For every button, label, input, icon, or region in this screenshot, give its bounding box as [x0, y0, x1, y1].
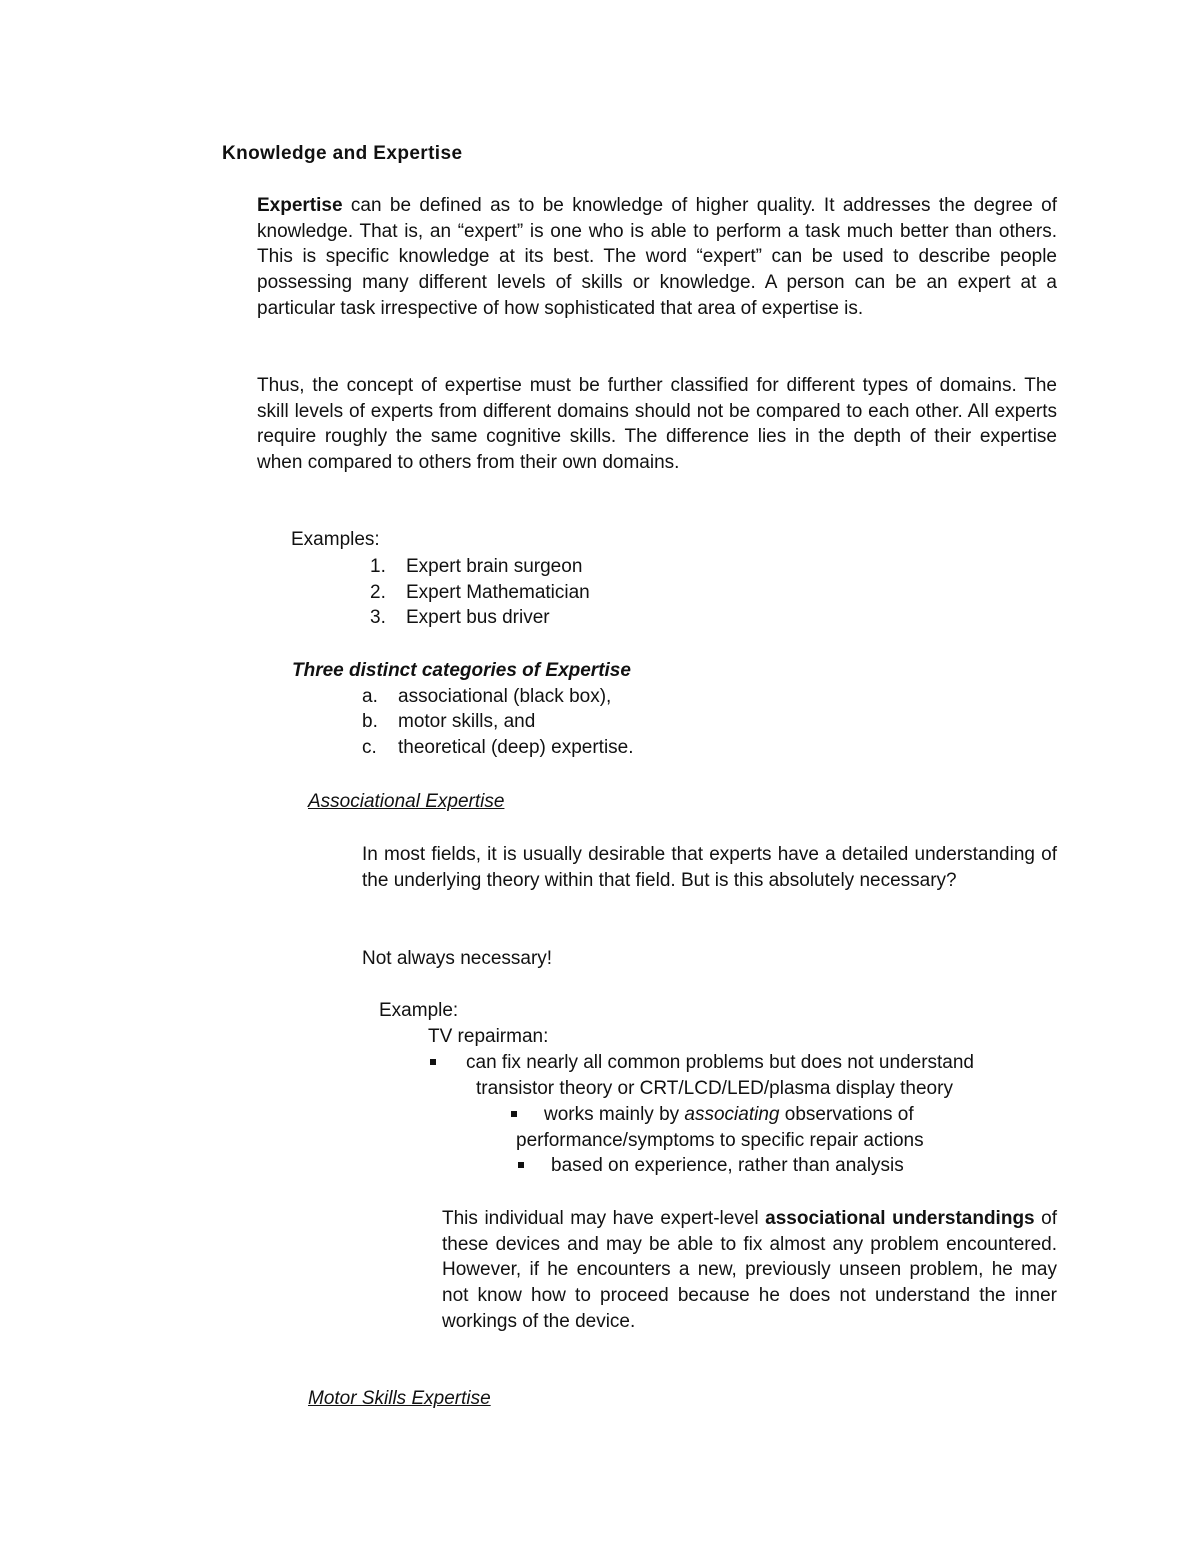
examples-label: Examples:: [291, 529, 380, 550]
intro-text: can be defined as to be knowledge of higher quality. It addresses the degree of knowledge. That is, an “expert” is one who is able to perform a task much better than others. This is specific knowledge at its best. The word “expert” can be used to describe people possessing many different levels of skills or knowledge. A person can be an expert at a particular task irrespective of how sophisticated that area of expertise is.: [257, 195, 1057, 319]
categories-heading: Three distinct categories of Expertise: [292, 660, 631, 681]
square-bullet-icon: [430, 1059, 436, 1065]
list-item-text: performance/symptoms to specific repair actions: [516, 1130, 924, 1151]
list-item-letter: a.: [362, 686, 378, 707]
list-item-text-part: works mainly by: [544, 1104, 685, 1125]
list-item-text: Expert brain surgeon: [406, 556, 583, 577]
intro-paragraph: [257, 193, 1057, 322]
list-item-text: [544, 1102, 914, 1128]
list-item-text: theoretical (deep) expertise.: [398, 737, 634, 758]
conclusion-bold: associational understandings: [765, 1208, 1035, 1229]
associational-heading: Associational Expertise: [308, 791, 505, 812]
conclusion-text: of these devices and may be able to fix almost any problem encountered. However, if he encounters a new, previously unseen problem, he may not know how to proceed because he does not understand the inner workings of the device.: [442, 1208, 1058, 1332]
answer-text: Not always necessary!: [362, 948, 553, 969]
tv-repairman-label: TV repairman:: [428, 1026, 549, 1047]
example-label: Example:: [379, 1000, 459, 1021]
list-item-number: 3.: [370, 607, 386, 628]
motor-skills-heading: Motor Skills Expertise: [308, 1388, 491, 1409]
list-item-number: 1.: [370, 556, 386, 577]
list-item-text: motor skills, and: [398, 711, 536, 732]
associational-paragraph: In most fields, it is usually desirable that experts have a detailed understanding of the underlying theory within that field. But is this absolutely necessary?: [362, 844, 1057, 891]
conclusion-paragraph: [442, 1206, 1057, 1335]
intro-term: Expertise: [257, 195, 343, 216]
list-item-text: associational (black box),: [398, 686, 612, 707]
list-item-number: 2.: [370, 582, 386, 603]
list-item-letter: c.: [362, 737, 377, 758]
conclusion-text: This individual may have expert-level: [442, 1208, 766, 1229]
list-item-text: based on experience, rather than analysis: [551, 1155, 904, 1176]
list-item-letter: b.: [362, 711, 378, 732]
list-item-text: transistor theory or CRT/LCD/LED/plasma display theory: [476, 1078, 953, 1099]
emphasis-text: associating: [684, 1104, 780, 1125]
square-bullet-icon: [518, 1162, 524, 1168]
page-title: Knowledge and Expertise: [222, 143, 463, 164]
list-item-text: Expert bus driver: [406, 607, 550, 628]
list-item-text: can fix nearly all common problems but does not understand: [466, 1052, 974, 1073]
list-item-text: Expert Mathematician: [406, 582, 590, 603]
classification-paragraph: Thus, the concept of expertise must be further classified for different types of domains. The skill levels of experts from different domains should not be compared to each other. All experts require roughly the same cognitive skills. The difference lies in the depth of their expertise when compared to others from their own domains.: [257, 375, 1057, 474]
square-bullet-icon: [511, 1111, 517, 1117]
list-item-text-part: observations of: [779, 1104, 914, 1125]
